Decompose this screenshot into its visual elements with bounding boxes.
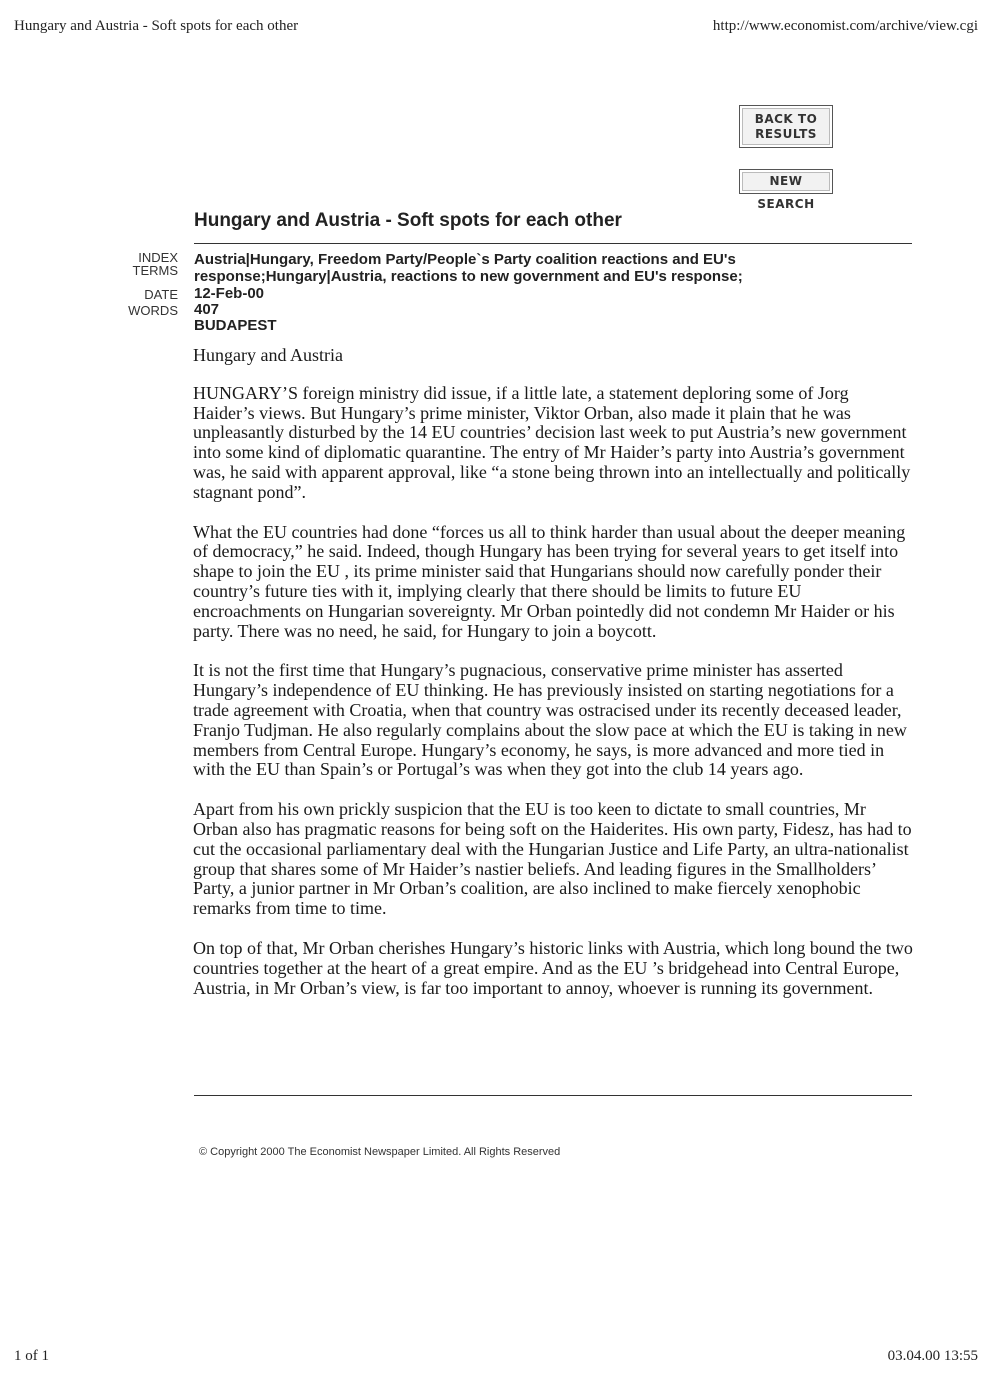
- article-end-divider: [194, 1095, 912, 1096]
- print-timestamp: 03.04.00 13:55: [887, 1348, 978, 1364]
- date-label: DATE: [144, 287, 178, 302]
- article-date: 12-Feb-00: [194, 285, 265, 302]
- paragraph-1: HUNGARY’S foreign ministry did issue, if a little late, a statement deploring some of Jorg Haider’s views. But Hungary’s prime minister, Viktor Orban, also made it plain that he was unpleasantly disturbed by the 14 EU countries’ decision last week to put Austria’s new government into some kind of diplomatic quarantine. The entry of Mr Haider’s party into Austria’s government was, he said with apparent approval, like “a stone being thrown into an intellectually and politically stagnant pond”.: [193, 382, 911, 502]
- back-to-results-label-line1: BACK TO: [754, 112, 818, 126]
- index-terms-label-line2: TERMS: [132, 263, 178, 278]
- paragraph-3: It is not the first time that Hungary’s pugnacious, conservative prime minister has asserted Hungary’s independence of EU thinking. He has previously insisted on starting negotiations for a trade agreement with Croatia, when that country was ostracised under its recently deceased leader, Franjo Tudjman. He also regularly complains about the slow pace at which the EU is taking in new members from Central Europe. Hungary’s economy, he says, is more advanced and more tied in with the EU than Spain’s or Portugal’s was when they got into the club 14 years ago.: [193, 660, 907, 780]
- article-kicker: Hungary and Austria: [193, 345, 343, 365]
- paragraph-4: Apart from his own prickly suspicion that the EU is too keen to dictate to small countries, Mr Orban also has pragmatic reasons for being soft on the Haiderites. His own party, Fidesz, has had to cut the occasional parliamentary deal with the Hungarian Justice and Life Party, an ultra-nationalist group that shares some of Mr Haider’s nastier beliefs. And leading figures in the Smallholders’ Party, a junior partner in Mr Orban’s coalition, are also inclined to make fiercely xenophobic remarks from time to time.: [193, 799, 912, 919]
- article-title: Hungary and Austria - Soft spots for each other: [194, 210, 622, 231]
- index-terms-line2: response;Hungary|Austria, reactions to new government and EU's response;: [194, 268, 743, 285]
- paragraph-2: What the EU countries had done “forces us all to think harder than usual about the deeper meaning of democracy,” he said. Indeed, though Hungary has been trying for several years to get itself into shape to join the EU , its prime minister said that Hungarians should now carefully ponder their country’s future ties with it, implying clearly that there should be limits to future EU encroachments on Hungarian sovereignty. Mr Orban pointedly did not condemn Mr Haider or his party. There was no need, he said, for Hungary to join a boycott.: [193, 521, 906, 641]
- title-divider: [194, 243, 912, 244]
- copyright-notice: © Copyright 2000 The Economist Newspaper Limited. All Rights Reserved: [199, 1146, 561, 1158]
- page-count: 1 of 1: [14, 1348, 49, 1364]
- print-header-title: Hungary and Austria - Soft spots for each other: [14, 18, 299, 34]
- words-label: WORDS: [128, 303, 178, 318]
- print-header-url: http://www.economist.com/archive/view.cgi: [712, 18, 978, 34]
- article-body: [193, 346, 913, 1018]
- dateline: BUDAPEST: [194, 317, 277, 334]
- index-terms-label-line1: INDEX: [138, 250, 178, 265]
- back-to-results-button[interactable]: [739, 105, 833, 148]
- back-to-results-label-line2: RESULTS: [755, 127, 817, 141]
- word-count: 407: [194, 301, 220, 318]
- new-search-button[interactable]: NEW SEARCH: [739, 169, 833, 194]
- paragraph-5: On top of that, Mr Orban cherishes Hungary’s historic links with Austria, which long bound the two countries together at the heart of a great empire. And as the EU ’s bridgehead into Central Europe, Austria, in Mr Orban’s view, is far too important to annoy, whoever is running its government.: [193, 937, 913, 998]
- index-terms-line1: Austria|Hungary, Freedom Party/People`s Party coalition reactions and EU's: [194, 251, 736, 268]
